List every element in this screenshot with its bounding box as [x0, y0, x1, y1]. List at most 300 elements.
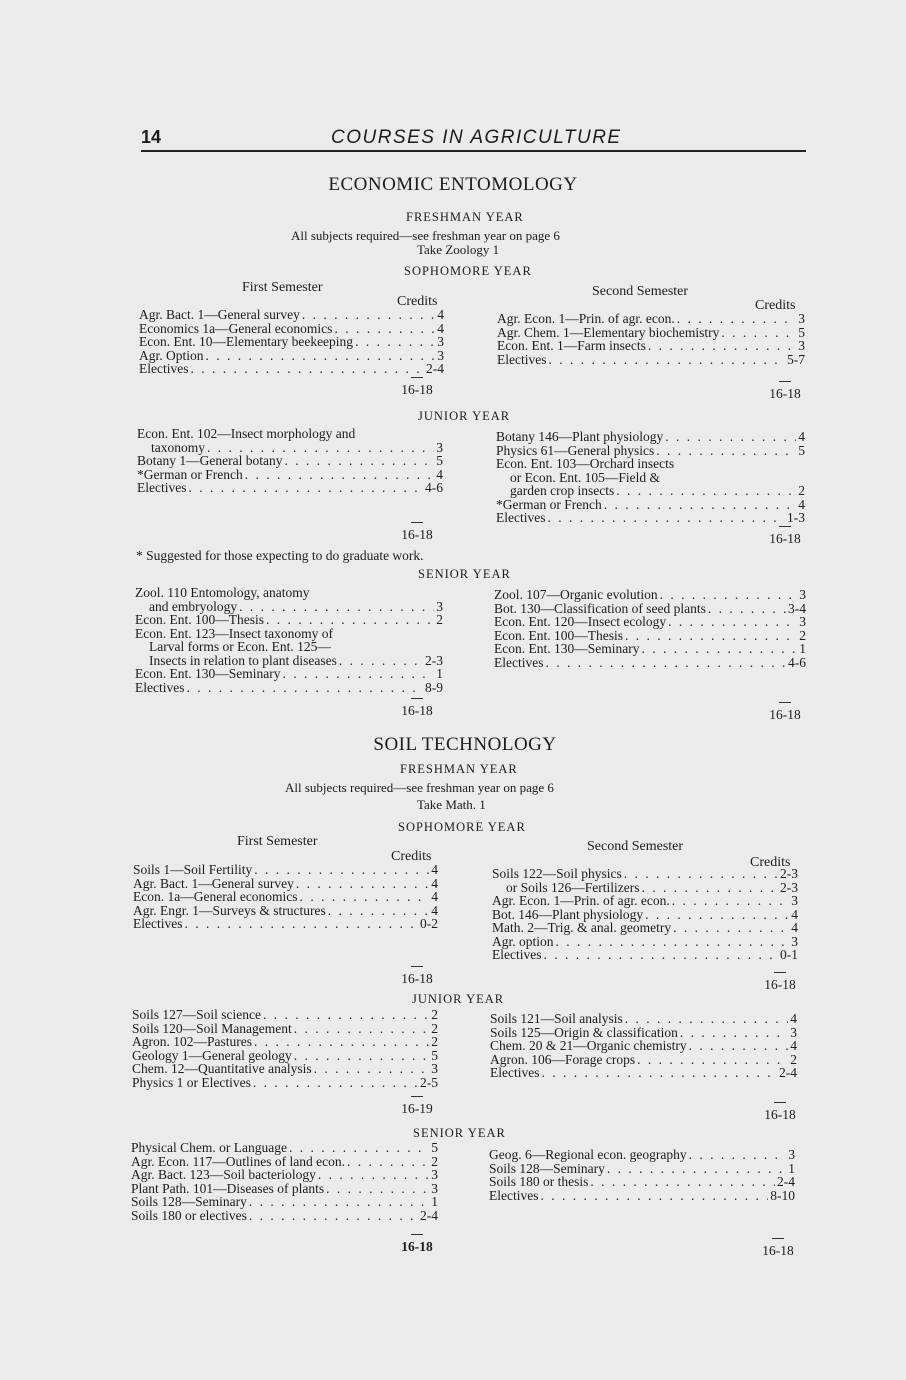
- freshman-take-note: Take Math. 1: [417, 797, 486, 812]
- course-row: [132, 1076, 438, 1090]
- course-row: [132, 1049, 438, 1063]
- course-list: [496, 430, 805, 525]
- course-list: [492, 867, 798, 962]
- course-name: Chem. 20 & 21—Organic chemistry: [490, 1038, 687, 1053]
- course-row: [135, 627, 443, 641]
- course-row: [139, 308, 444, 322]
- running-title: COURSES IN AGRICULTURE: [331, 127, 622, 148]
- dot-leader: [689, 1039, 789, 1053]
- dot-leader: [660, 588, 798, 602]
- course-name: Physical Chem. or Language: [131, 1140, 287, 1155]
- course-row: [496, 511, 805, 525]
- course-row: [133, 904, 438, 918]
- course-credits: 2-3: [780, 879, 798, 895]
- course-name: Geology 1—General geology: [132, 1047, 292, 1063]
- course-name: *German or French: [496, 496, 602, 512]
- course-credits: 1-3: [787, 510, 805, 525]
- credit-total: 16-18: [394, 966, 440, 987]
- dot-leader: [540, 1189, 768, 1203]
- course-credits: 4: [431, 862, 438, 877]
- course-name: Physics 61—General physics: [496, 442, 655, 458]
- dot-leader: [665, 430, 796, 444]
- second-semester-label: Second Semester: [592, 284, 689, 299]
- heading-junior-year: JUNIOR YEAR: [418, 409, 511, 423]
- course-credits: 2-3: [425, 652, 443, 668]
- course-name: Electives: [497, 351, 547, 367]
- course-row: [135, 586, 443, 600]
- dot-leader: [677, 312, 797, 326]
- dot-leader: [254, 863, 429, 877]
- course-row: [135, 667, 443, 681]
- course-row: [494, 588, 806, 602]
- course-row: [490, 1053, 797, 1067]
- dot-leader: [673, 921, 789, 935]
- course-row: [492, 881, 798, 895]
- course-name: and embryology: [149, 598, 238, 614]
- course-credits: 4: [798, 429, 805, 444]
- credit-total: 16-18: [757, 1102, 803, 1123]
- footnote: * Suggested for those expecting to do graduate work.: [136, 548, 424, 563]
- dot-leader: [294, 1049, 430, 1063]
- course-name: Electives: [496, 510, 546, 525]
- course-row: [132, 1008, 438, 1022]
- credit-total: 16-18: [394, 377, 440, 398]
- course-credits: 4-6: [788, 654, 806, 670]
- dot-leader: [318, 1168, 429, 1182]
- course-row: [137, 454, 443, 468]
- dot-leader: [604, 498, 797, 512]
- course-row: [492, 935, 798, 949]
- course-name: Agron. 106—Forage crops: [490, 1051, 636, 1067]
- dot-leader: [186, 681, 423, 695]
- heading-sophomore-year: SOPHOMORE YEAR: [398, 820, 526, 834]
- course-name: Insects in relation to plant diseases: [149, 652, 337, 668]
- course-name: Soils 120—Soil Management: [132, 1020, 292, 1036]
- course-credits: 3: [437, 347, 444, 363]
- course-list: [133, 863, 438, 931]
- course-credits: 4: [790, 1011, 797, 1026]
- course-credits: 4: [431, 875, 438, 891]
- course-row: [497, 326, 805, 340]
- section-title-entomology: ECONOMIC ENTOMOLOGY: [328, 174, 578, 195]
- section-title-soil: SOIL TECHNOLOGY: [373, 734, 557, 755]
- course-row: [496, 484, 805, 498]
- course-name: Agr. Chem. 1—Elementary biochemistry: [497, 324, 720, 340]
- course-name: Electives: [135, 679, 185, 695]
- course-name: Bot. 146—Plant physiology: [492, 906, 644, 922]
- dot-leader: [347, 1155, 429, 1169]
- dot-leader: [284, 454, 434, 468]
- heading-sophomore-year: SOPHOMORE YEAR: [404, 264, 532, 278]
- dot-leader: [326, 1182, 429, 1196]
- course-name: Econ. Ent. 100—Thesis: [494, 627, 623, 643]
- course-row: [492, 894, 798, 908]
- course-credits: 2-4: [777, 1174, 795, 1189]
- course-row: [492, 908, 798, 922]
- course-name: Botany 1—General botany: [137, 453, 283, 468]
- course-name: Econ. Ent. 120—Insect ecology: [494, 614, 667, 629]
- course-name: taxonomy: [151, 439, 205, 455]
- course-credits: 3: [431, 1061, 438, 1076]
- course-row: [492, 921, 798, 935]
- course-name: Zool. 110 Entomology, anatomy: [135, 585, 310, 600]
- course-credits: 3: [791, 933, 798, 949]
- freshman-note: All subjects required—see freshman year on page 6: [285, 780, 554, 795]
- course-credits: 4: [791, 920, 798, 935]
- course-row: [135, 640, 443, 654]
- course-row: [131, 1209, 438, 1223]
- dot-leader: [207, 441, 434, 455]
- course-credits: 2: [431, 1007, 438, 1022]
- course-credits: 4: [437, 320, 444, 336]
- course-row: [496, 430, 805, 444]
- course-row: [139, 335, 444, 349]
- dot-leader: [282, 667, 434, 681]
- course-row: [496, 444, 805, 458]
- course-row: [131, 1155, 438, 1169]
- course-credits: 3: [431, 1180, 438, 1196]
- course-credits: 5-7: [787, 351, 805, 367]
- dot-leader: [645, 908, 789, 922]
- dot-leader: [302, 308, 435, 322]
- dot-leader: [624, 867, 778, 881]
- course-row: [137, 441, 443, 455]
- course-credits: 3: [791, 893, 798, 908]
- dot-leader: [689, 1148, 787, 1162]
- course-credits: 4: [791, 906, 798, 922]
- dot-leader: [314, 1062, 430, 1076]
- dot-leader: [556, 935, 790, 949]
- course-row: [131, 1168, 438, 1182]
- course-row: [132, 1062, 438, 1076]
- course-list: [497, 312, 805, 366]
- dot-leader: [625, 629, 797, 643]
- dot-leader: [648, 339, 796, 353]
- course-credits: 4: [431, 902, 438, 918]
- page-header: [141, 124, 806, 152]
- course-row: [139, 362, 444, 376]
- course-row: [133, 863, 438, 877]
- course-name: Electives: [490, 1065, 540, 1080]
- dot-leader: [672, 894, 790, 908]
- dot-leader: [708, 602, 786, 616]
- heading-senior-year: SENIOR YEAR: [418, 567, 511, 581]
- credits-label: Credits: [755, 298, 796, 313]
- course-name: Soils 125—Origin & classification: [490, 1024, 678, 1040]
- course-name: Geog. 6—Regional econ. geography: [489, 1147, 687, 1162]
- dot-leader: [296, 877, 429, 891]
- course-row: [133, 890, 438, 904]
- credits-label: Credits: [750, 855, 791, 870]
- course-credits: 1: [799, 641, 806, 656]
- course-credits: 4: [798, 496, 805, 512]
- course-name: Agr. Bact. 1—General survey: [139, 307, 300, 322]
- course-name: Electives: [492, 947, 542, 962]
- course-credits: 2: [799, 627, 806, 643]
- course-name: Agr. Econ. 1—Prin. of agr. econ.: [497, 311, 675, 326]
- course-name: Soils 180 or thesis: [489, 1174, 589, 1189]
- course-name: Economics 1a—General economics: [139, 320, 333, 336]
- course-name: Econ. Ent. 102—Insect morphology and: [137, 426, 356, 441]
- course-row: [489, 1162, 795, 1176]
- course-row: [135, 600, 443, 614]
- course-credits: 4: [431, 889, 438, 904]
- course-row: [133, 877, 438, 891]
- course-row: [132, 1022, 438, 1036]
- course-list: [132, 1008, 438, 1089]
- course-credits: 5: [798, 442, 805, 458]
- course-credits: 1: [788, 1160, 795, 1176]
- course-credits: 3: [798, 311, 805, 326]
- credit-total: 16-18: [757, 972, 803, 993]
- dot-leader: [254, 1035, 429, 1049]
- course-row: [490, 1066, 797, 1080]
- course-row: [496, 471, 805, 485]
- course-name: Econ. Ent. 130—Seminary: [135, 666, 281, 681]
- course-row: [489, 1189, 795, 1203]
- course-row: [132, 1035, 438, 1049]
- course-row: [139, 349, 444, 363]
- course-credits: 5: [431, 1047, 438, 1063]
- course-list: [489, 1148, 795, 1202]
- dot-leader: [184, 917, 418, 931]
- course-row: [492, 867, 798, 881]
- dot-leader: [245, 468, 435, 482]
- course-name: Econ. Ent. 100—Thesis: [135, 612, 264, 627]
- course-name: Agr. Engr. 1—Surveys & structures: [133, 902, 326, 918]
- course-credits: 3: [436, 439, 443, 455]
- course-credits: 2: [790, 1051, 797, 1067]
- dot-leader: [206, 349, 436, 363]
- course-name: Plant Path. 101—Diseases of plants: [131, 1180, 325, 1196]
- course-credits: 3: [790, 1024, 797, 1040]
- course-name: garden crop insects: [510, 483, 615, 498]
- course-name: Soils 128—Seminary: [131, 1194, 247, 1209]
- dot-leader: [190, 362, 424, 376]
- dot-leader: [545, 656, 786, 670]
- dot-leader: [590, 1175, 775, 1189]
- course-name: Physics 1 or Electives: [132, 1074, 251, 1090]
- heading-freshman-year: FRESHMAN YEAR: [406, 210, 524, 224]
- page-number: 14: [141, 127, 162, 147]
- course-credits: 4: [790, 1038, 797, 1053]
- course-name: Math. 2—Trig. & anal. geometry: [492, 920, 672, 935]
- course-name: Agr. Econ. 1—Prin. of agr. econ.: [492, 893, 670, 908]
- course-name: Agr. Bact. 123—Soil bacteriology: [131, 1167, 316, 1182]
- course-credits: 4: [437, 307, 444, 322]
- course-name: Soils 1—Soil Fertility: [133, 862, 253, 877]
- course-name: Soils 122—Soil physics: [492, 866, 622, 881]
- course-name: Soils 180 or electives: [131, 1207, 247, 1223]
- dot-leader: [253, 1076, 418, 1090]
- course-row: [131, 1195, 438, 1209]
- dot-leader: [680, 1026, 788, 1040]
- course-row: [497, 353, 805, 367]
- course-name: Agr. option: [492, 933, 554, 949]
- course-row: [137, 481, 443, 495]
- course-credits: 2-4: [420, 1207, 438, 1223]
- course-row: [131, 1141, 438, 1155]
- course-name: Agr. Econ. 117—Outlines of land econ.: [131, 1153, 345, 1169]
- course-credits: 8-10: [770, 1187, 795, 1203]
- freshman-note: All subjects required—see freshman year on page 6: [291, 228, 560, 243]
- dot-leader: [548, 353, 785, 367]
- course-row: [489, 1175, 795, 1189]
- course-credits: 2-4: [779, 1065, 797, 1080]
- course-list: [137, 427, 443, 495]
- dot-leader: [607, 1162, 786, 1176]
- course-credits: 3: [436, 598, 443, 614]
- course-row: [131, 1182, 438, 1196]
- dot-leader: [547, 511, 785, 525]
- dot-leader: [263, 1008, 429, 1022]
- course-row: [494, 656, 806, 670]
- course-list: [490, 1012, 797, 1080]
- course-row: [135, 613, 443, 627]
- course-credits: 5: [436, 453, 443, 468]
- course-list: [131, 1141, 438, 1222]
- course-name: Electives: [139, 361, 189, 376]
- course-name: Botany 146—Plant physiology: [496, 429, 664, 444]
- course-row: [494, 602, 806, 616]
- dot-leader: [641, 642, 797, 656]
- course-credits: 3: [798, 338, 805, 353]
- course-credits: 5: [431, 1140, 438, 1155]
- course-row: [494, 615, 806, 629]
- course-credits: 0-2: [420, 916, 438, 931]
- course-row: [494, 642, 806, 656]
- course-credits: 3: [799, 587, 806, 602]
- course-row: [497, 312, 805, 326]
- course-row: [135, 654, 443, 668]
- course-credits: 2: [431, 1020, 438, 1036]
- dot-leader: [266, 613, 434, 627]
- dot-leader: [642, 881, 779, 895]
- dot-leader: [334, 322, 435, 336]
- course-credits: 2: [436, 612, 443, 627]
- course-credits: 2: [798, 483, 805, 498]
- credit-total: 16-18: [762, 702, 808, 723]
- course-name: Econ. Ent. 130—Seminary: [494, 641, 640, 656]
- course-credits: 1: [436, 666, 443, 681]
- course-credits: 3: [799, 614, 806, 629]
- dot-leader: [328, 904, 430, 918]
- course-name: Electives: [133, 916, 183, 931]
- course-list: [135, 586, 443, 694]
- credit-total: 16-18: [762, 526, 808, 547]
- dot-leader: [249, 1209, 418, 1223]
- course-row: [497, 339, 805, 353]
- course-row: [137, 468, 443, 482]
- dot-leader: [249, 1195, 429, 1209]
- course-name: Chem. 12—Quantitative analysis: [132, 1061, 312, 1076]
- course-name: Larval forms or Econ. Ent. 125—: [149, 639, 331, 654]
- heading-senior-year: SENIOR YEAR: [413, 1126, 506, 1140]
- credits-label: Credits: [391, 849, 432, 864]
- heading-freshman-year: FRESHMAN YEAR: [400, 762, 518, 776]
- credit-total: 16-18: [394, 698, 440, 719]
- course-name: or Soils 126—Fertilizers: [506, 879, 640, 895]
- credit-total: 16-19: [394, 1096, 440, 1117]
- course-row: [496, 498, 805, 512]
- dot-leader: [355, 335, 435, 349]
- course-credits: 2: [431, 1153, 438, 1169]
- course-row: [492, 948, 798, 962]
- course-credits: 1: [431, 1194, 438, 1209]
- first-semester-label: First Semester: [242, 280, 323, 295]
- first-semester-label: First Semester: [237, 834, 318, 849]
- course-name: Soils 121—Soil analysis: [490, 1011, 623, 1026]
- course-credits: 5: [798, 324, 805, 340]
- course-credits: 2: [431, 1034, 438, 1049]
- dot-leader: [188, 481, 423, 495]
- course-name: Econ. 1a—General economics: [133, 889, 298, 904]
- course-name: Electives: [494, 654, 544, 670]
- course-name: Agr. Bact. 1—General survey: [133, 875, 294, 891]
- dot-leader: [543, 948, 778, 962]
- course-credits: 2-5: [420, 1074, 438, 1090]
- credits-label: Credits: [397, 294, 438, 309]
- course-row: [135, 681, 443, 695]
- course-credits: 2-3: [780, 866, 798, 881]
- dot-leader: [239, 600, 434, 614]
- course-row: [137, 427, 443, 441]
- course-name: Electives: [137, 480, 187, 495]
- dot-leader: [541, 1066, 777, 1080]
- course-row: [133, 917, 438, 931]
- course-row: [139, 322, 444, 336]
- course-credits: 3: [788, 1147, 795, 1162]
- course-credits: 0-1: [780, 947, 798, 962]
- dot-leader: [300, 890, 430, 904]
- freshman-take-note: Take Zoology 1: [417, 242, 500, 257]
- course-name: Agr. Option: [139, 347, 204, 363]
- course-name: Bot. 130—Classification of seed plants: [494, 600, 706, 616]
- course-name: *German or French: [137, 466, 243, 482]
- course-name: Econ. Ent. 123—Insect taxonomy of: [135, 625, 333, 641]
- course-row: [490, 1026, 797, 1040]
- dot-leader: [721, 326, 796, 340]
- course-name: or Econ. Ent. 105—Field &: [510, 469, 660, 485]
- dot-leader: [339, 654, 423, 668]
- dot-leader: [668, 615, 797, 629]
- course-row: [489, 1148, 795, 1162]
- course-name: Econ. Ent. 1—Farm insects: [497, 338, 646, 353]
- course-row: [490, 1039, 797, 1053]
- course-credits: 4-6: [425, 480, 443, 495]
- course-list: [494, 588, 806, 669]
- course-credits: 3: [431, 1167, 438, 1182]
- course-name: Electives: [489, 1187, 539, 1203]
- credit-total: 16-18: [394, 1234, 440, 1255]
- course-list: [139, 308, 444, 376]
- dot-leader: [637, 1053, 788, 1067]
- course-name: Agron. 102—Pastures: [132, 1034, 252, 1049]
- course-name: Econ. Ent. 103—Orchard insects: [496, 456, 675, 471]
- course-credits: 3-4: [788, 600, 806, 616]
- course-credits: 2-4: [426, 361, 444, 376]
- dot-leader: [656, 444, 796, 458]
- heading-junior-year: JUNIOR YEAR: [412, 992, 505, 1006]
- course-credits: 3: [437, 334, 444, 349]
- course-row: [494, 629, 806, 643]
- course-name: Soils 128—Seminary: [489, 1160, 605, 1176]
- dot-leader: [616, 484, 796, 498]
- credit-total: 16-18: [762, 381, 808, 402]
- course-row: [490, 1012, 797, 1026]
- course-credits: 8-9: [425, 679, 443, 695]
- course-name: Econ. Ent. 10—Elementary beekeeping: [139, 334, 354, 349]
